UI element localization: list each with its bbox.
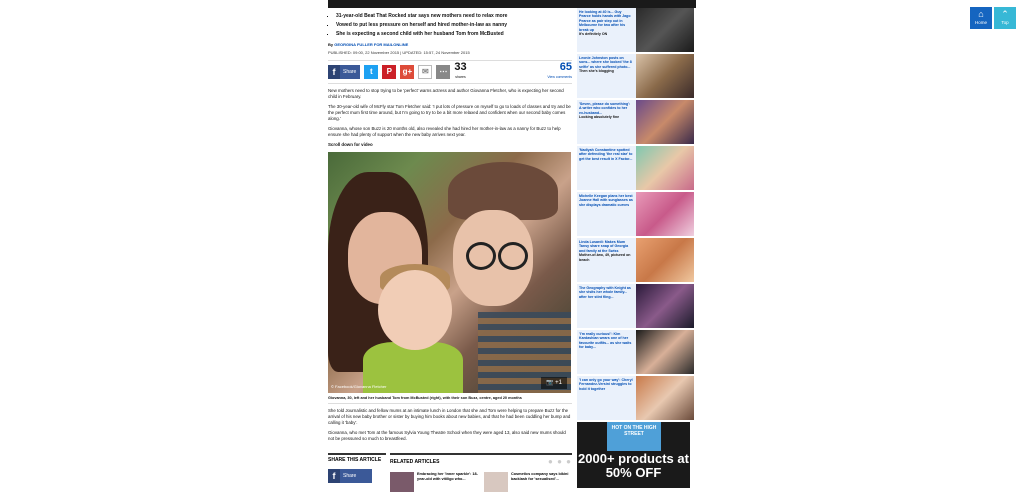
facebook-icon: f [328,65,340,79]
share-count [454,62,466,82]
share-this-article [328,453,386,483]
article-page [328,0,696,485]
sidebar-story-sub: It's definitely ON [579,32,608,37]
byline [328,42,572,48]
sidebar-story-image [636,54,694,98]
sidebar-story-image [636,376,694,420]
sidebar-story-headline: The Geography with Knight as she visits her whole family... after her stint fling... [579,286,631,299]
sidebar-story-sub: Then she's blogging [579,69,614,74]
google-plus-icon[interactable]: g+ [400,65,414,79]
scroll-down-label: Scroll down for video [328,142,373,147]
sidebar-story[interactable] [577,376,694,420]
carousel-dots[interactable]: ● ● ● [548,457,572,466]
home-label: Home [974,20,987,25]
photo-subject [378,270,452,350]
sidebar-story[interactable] [577,54,694,98]
article-paragraph: She told Journalistic and fellow mums at an intimate lunch in London that she and Tom were helping to prepare Buzz for the arrival of his new baby brother or sister by buying him books about new babies, and that he had been cuddling her bump and calling it 'baby'. [328,408,571,425]
related-list [390,472,572,492]
sidebar-story-text [577,192,635,236]
related-thumbnail [390,472,414,492]
related-articles-header [390,453,572,466]
camera-icon: 📷 [546,380,554,386]
sidebar-story-text [577,284,635,328]
related-item[interactable] [484,472,572,492]
sidebar-story[interactable] [577,146,694,190]
sidebar-story-image [636,192,694,236]
published-date: PUBLISHED: 09:00, 22 November 2015 | UPDATED: 15:57, 24 November 2015 [328,50,470,55]
sidebar-story-text [577,100,635,144]
share-count-value: 33 [454,61,467,73]
top-label: Top [1001,20,1009,25]
byline-author-link[interactable]: GEORGINA FULLER FOR MAILONLINE [334,42,409,47]
article-body [328,8,572,442]
sidebar-story[interactable] [577,100,694,144]
sidebar-story-headline: Leonie Johnston posts on sons... where she looked 'the 8 selfie' as she suffered photo... [579,56,632,69]
photo-caption: Giovanna, 30, left and her husband Tom from McBusted (right), with their son Buzz, centre, aged 20 months [328,395,572,404]
advert-promo: 2000+ products at 50% OFF [578,451,689,480]
sidebar-story-headline: 'Seven, please do something': A writer who confides to her ex-husband... [579,102,631,115]
top-image-strip [328,0,696,8]
bullet-item: ▪ 31-year-old Beat That Rocked star says new mothers need to relax more [336,12,572,21]
photo-subject [498,242,528,270]
sidebar-story-text [577,8,635,52]
sidebar-story-text [577,238,635,282]
right-sidebar [577,8,694,488]
comments-link[interactable] [547,62,572,82]
related-item[interactable] [390,472,478,492]
article-paragraph: The 30-year-old wife of McFly star Tom Fletcher said: 'I put lots of pressure on myself to go to loads of classes and try and be the perfect mum first time around, but I'm going to try to be a bit more relaxed and confident when our second baby comes along.' [328,104,571,121]
home-icon: ⌂ [978,9,984,19]
sidebar-story-text [577,376,635,420]
sidebar-story-headline: 'Nadiyah Constantine spotted after defending 'the real star' to get the best result in X Factor... [579,148,633,161]
photo-gallery-button[interactable] [541,377,567,389]
sidebar-story-headline: 'I'm really curious!': Kim Kardashian wears one of her favourite outfits... as she waits for baby... [579,332,632,350]
sidebar-story-text [577,146,635,190]
pinterest-icon[interactable]: P [382,65,396,79]
share-this-label: SHARE THIS ARTICLE [328,453,386,463]
related-thumbnail [484,472,508,492]
sidebar-story-text [577,330,635,374]
facebook-share-label: Share [343,473,357,479]
chevron-up-icon: ⌃ [1001,9,1009,19]
related-articles [390,453,572,492]
sidebar-story-image [636,238,694,282]
share-count-label: shares [455,75,466,79]
sidebar-story-text [577,54,635,98]
sidebar-story-sub: Mother-of-two, 49, pictured on beach [579,253,631,262]
byline-prefix: By [328,42,334,47]
sidebar-story-headline: 'I can only go your way': Cheryl Fernandez-Versini struggles to hold it together [579,378,633,391]
article-paragraph: Giovanna, whose son Buzz is 20 months old, also revealed she had hired her mother-in-law as a nanny for Buzz to help ensure she had plenty of support when the new baby arrives next year. [328,126,561,137]
advert-banner[interactable] [577,422,690,488]
sidebar-story-sub: Looking absolutely fine [579,115,620,120]
share-bar [328,60,572,84]
sidebar-story-image [636,146,694,190]
sidebar-story[interactable] [577,284,694,328]
email-icon[interactable]: ✉ [418,65,432,79]
bullet-item: ▪ Vowed to put less pressure on herself and hired mother-in-law as nanny [336,21,572,30]
sidebar-story-image [636,284,694,328]
sidebar-story[interactable] [577,192,694,236]
sidebar-story-headline: Linda Lusardi: Makes Mum Tansy share snap of Georgia and family at the Swiss [579,240,629,253]
sidebar-story-image [636,100,694,144]
sidebar-story-headline: He looking at 40 is... Guy Pearce holds hands with Jago Pearce as pair step out in Melbourne for two after his break up [579,10,631,32]
view-comments-label: View comments [547,75,572,79]
bullet-item: ▪ She is expecting a second child with her husband Tom from McBusted [336,30,572,39]
home-button[interactable] [970,7,992,29]
facebook-share-button[interactable] [328,65,360,79]
sidebar-story-image [636,8,694,52]
sidebar-story[interactable] [577,330,694,374]
article-paragraph: New mothers need to stop trying to be 'perfect' warns actress and author Giovanna Fletcher, who is expecting her second child in February. [328,88,564,99]
facebook-share-label: Share [343,69,357,75]
photo-credit: © Facebook/Giovanna Fletcher [331,384,387,389]
twitter-icon[interactable]: t [364,65,378,79]
photo-count: +1 [555,380,562,386]
comment-count: 65 [559,61,572,73]
related-item-title: Embracing her 'inner sparkle': 18-year-old with vitiligo who... [417,472,478,481]
facebook-icon: f [328,469,340,483]
advert-tag: HOT ON THE HIGH STREET [607,422,661,451]
more-share-icon[interactable]: ⋯ [436,65,450,79]
photo-subject [466,242,496,270]
sidebar-story-image [636,330,694,374]
article-photo[interactable] [328,152,571,393]
back-to-top-button[interactable] [994,7,1016,29]
related-articles-title: RELATED ARTICLES [390,458,440,465]
facebook-share-button[interactable] [328,469,372,483]
related-item-title: Cosmetics company says bikini backlash for 'sexualised'... [511,472,569,481]
sidebar-story[interactable] [577,8,694,52]
article-paragraph: Giovanna, who met Tom at the famous Sylvia Young Theatre School when they were aged 13, also said new mums should not be pressured so much to breastfeed. [328,430,566,441]
sidebar-story[interactable] [577,238,694,282]
article-bullets [328,12,572,39]
sidebar-story-headline: Michelle Keegan plans her best Joanne Hall with sunglasses as she displays dramatic curves [579,194,633,207]
